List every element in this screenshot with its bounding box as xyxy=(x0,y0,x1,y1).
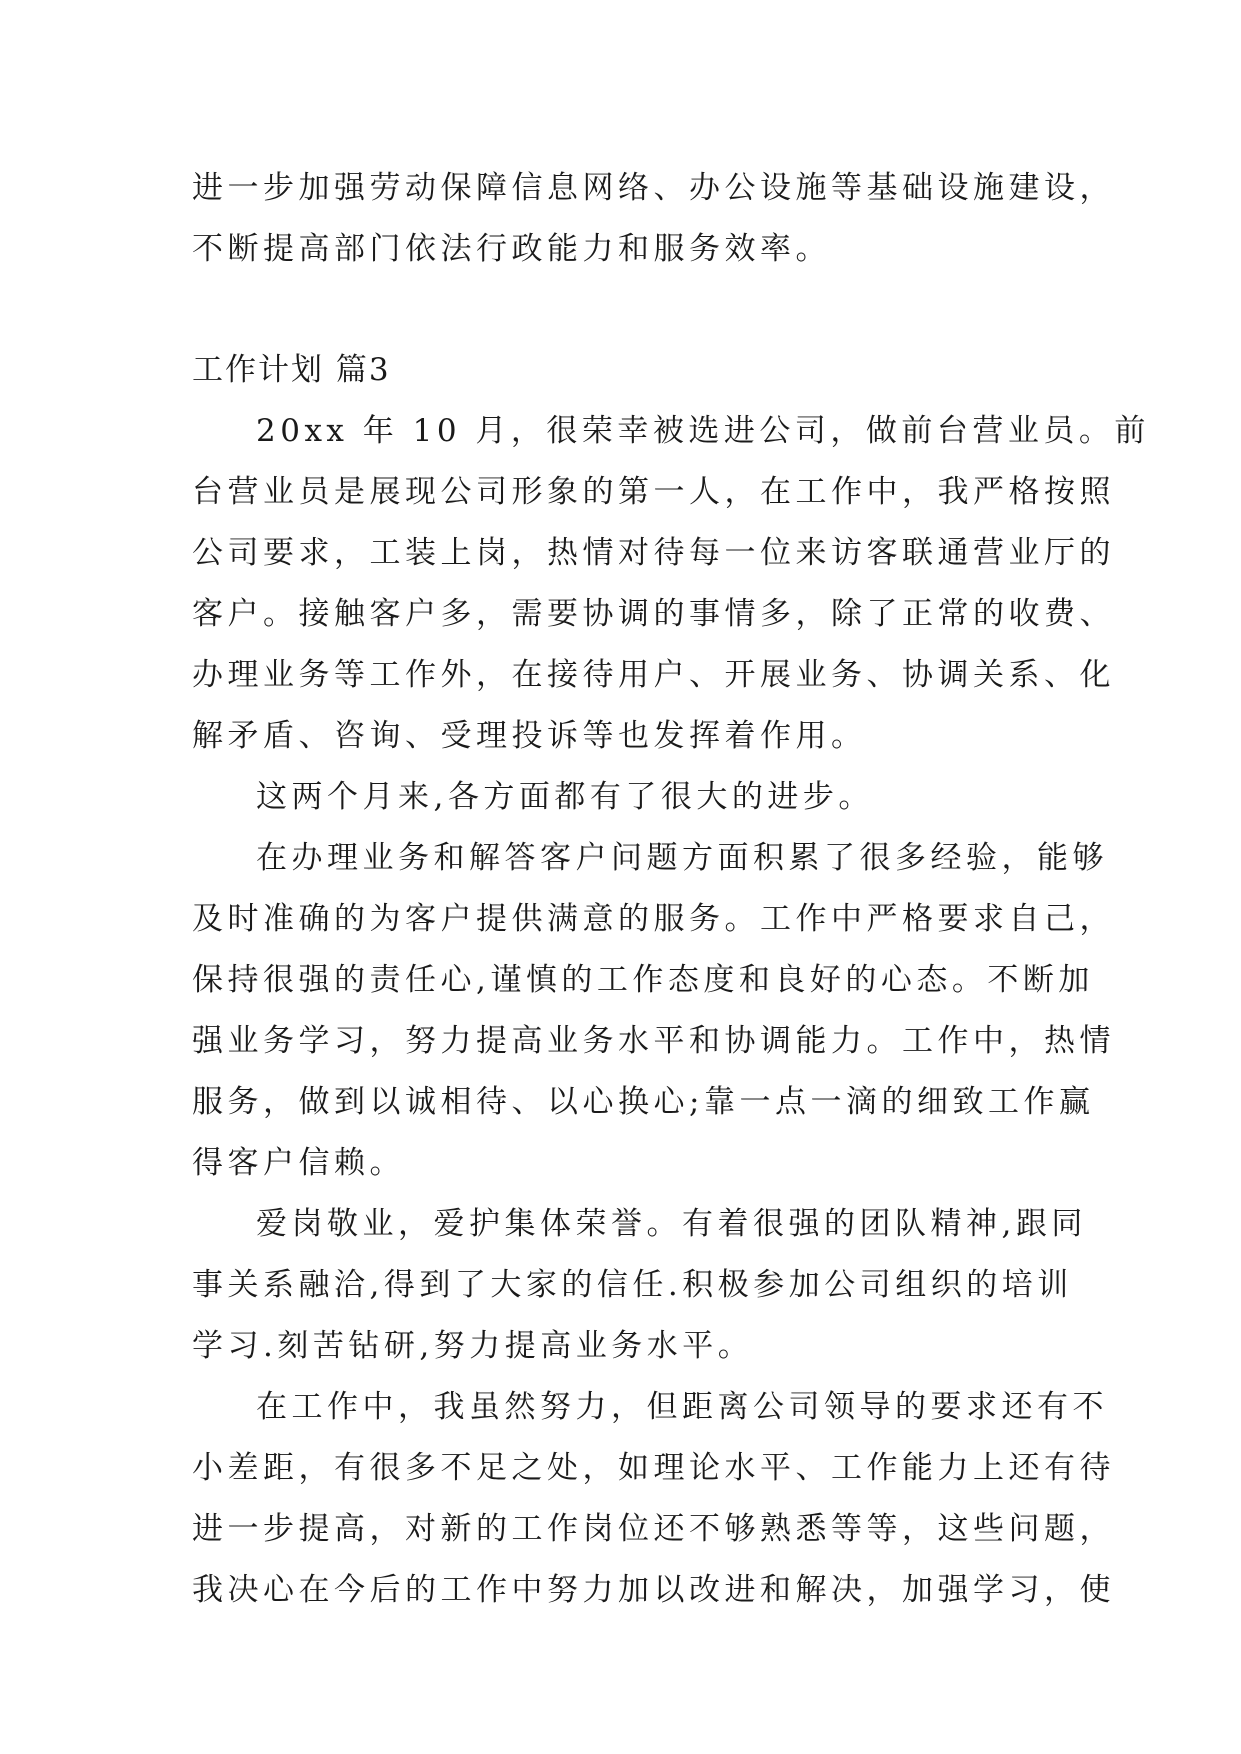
text-line: 台营业员是展现公司形象的第一人，在工作中，我严格按照 xyxy=(192,474,1115,510)
text-line: 进一步提高，对新的工作岗位还不够熟悉等等，这些问题， xyxy=(192,1511,1115,1547)
paragraph-3 xyxy=(192,828,1115,1194)
text-line: 我决心在今后的工作中努力加以改进和解决，加强学习，使 xyxy=(192,1572,1115,1608)
continuation-paragraph xyxy=(192,158,1115,280)
section-title: 工作计划 篇3 xyxy=(192,352,391,388)
text-line: 20xx 年 10 月，很荣幸被选进公司，做前台营业员。前 xyxy=(256,413,1150,449)
text-line: 解矛盾、咨询、受理投诉等也发挥着作用。 xyxy=(192,718,867,754)
text-line: 爱岗敬业，爱护集体荣誉。有着很强的团队精神,跟同 xyxy=(256,1206,1087,1242)
text-line: 在办理业务和解答客户问题方面积累了很多经验，能够 xyxy=(256,840,1108,876)
text-line: 办理业务等工作外，在接待用户、开展业务、协调关系、化 xyxy=(192,657,1115,693)
text-line: 公司要求，工装上岗，热情对待每一位来访客联通营业厅的 xyxy=(192,535,1115,571)
paragraph-1 xyxy=(192,401,1150,767)
paragraph-5 xyxy=(192,1377,1115,1621)
text-line: 得客户信赖。 xyxy=(192,1145,405,1181)
text-line: 这两个月来,各方面都有了很大的进步。 xyxy=(256,779,874,815)
text-line: 小差距，有很多不足之处，如理论水平、工作能力上还有待 xyxy=(192,1450,1115,1486)
text-line: 强业务学习，努力提高业务水平和协调能力。工作中，热情 xyxy=(192,1023,1115,1059)
text-line: 学习.刻苦钻研,努力提高业务水平。 xyxy=(192,1328,754,1364)
paragraph-4 xyxy=(192,1194,1087,1377)
text-line: 在工作中，我虽然努力，但距离公司领导的要求还有不 xyxy=(256,1389,1108,1425)
text-line: 保持很强的责任心,谨慎的工作态度和良好的心态。不断加 xyxy=(192,962,1094,998)
text-line: 进一步加强劳动保障信息网络、办公设施等基础设施建设， xyxy=(192,170,1115,206)
text-line: 事关系融洽,得到了大家的信任.积极参加公司组织的培训 xyxy=(192,1267,1073,1303)
text-line: 及时准确的为客户提供满意的服务。工作中严格要求自己， xyxy=(192,901,1115,937)
text-line: 不断提高部门依法行政能力和服务效率。 xyxy=(192,231,831,267)
section-body xyxy=(192,340,1150,1621)
paragraph-2 xyxy=(192,767,1062,828)
text-line: 客户。接触客户多，需要协调的事情多，除了正常的收费、 xyxy=(192,596,1115,632)
text-line: 服务，做到以诚相待、以心换心;靠一点一滴的细致工作赢 xyxy=(192,1084,1095,1120)
